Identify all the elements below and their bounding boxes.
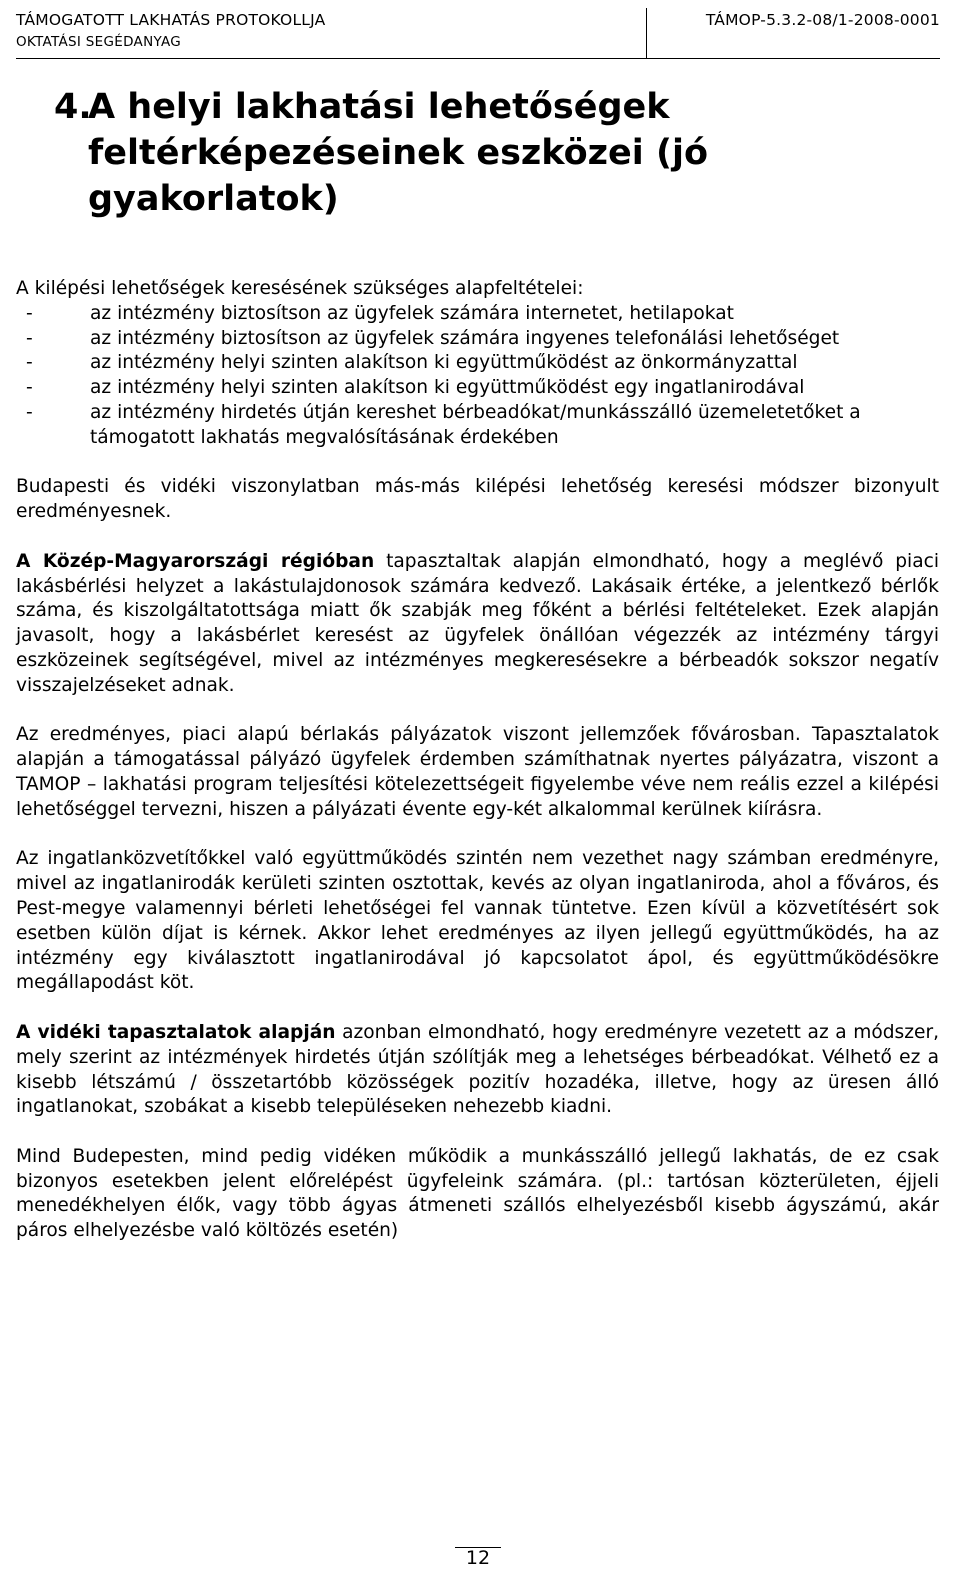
- header-left: [16, 10, 325, 51]
- page-header: [16, 8, 940, 59]
- list-item: - az intézmény helyi szinten alakítson ki együttműködést egy ingatlanirodával: [16, 376, 939, 401]
- list-item: - az intézmény biztosítson az ügyfelek számára internetet, hetilapokat: [16, 302, 939, 327]
- header-title: TÁMOGATOTT LAKHATÁS PROTOKOLLJA: [16, 11, 326, 29]
- paragraph-real-estate-agents: Az ingatlanközvetítőkkel való együttműködés szintén nem vezethet nagy számban eredményre, mivel az ingatlanirodák kerületi szinten osztottak, kevés az olyan ingatlaniroda, ahol a főváros, és Pest-megye valamennyi bérleti lehetőségei fel vannak tüntetve. Ezen kívül a közvetítésért sok esetben külön díjat is kérnek. Akkor lehet eredményes az ilyen jellegű együttműködés, ha az intézmény egy kiválasztott ingatlanirodával jó kapcsolatot ápol, és együttműködésökre megállapodást köt.: [16, 848, 939, 994]
- bullet-dash: -: [26, 377, 33, 399]
- chapter-heading: [54, 84, 894, 222]
- chapter-title: A helyi lakhatási lehetőségek feltérképezéseinek eszközei (jó gyakorlatok): [88, 87, 709, 219]
- page-number: 12: [465, 1547, 491, 1569]
- paragraph-workers-hostel: Mind Budepesten, mind pedig vidéken működik a munkásszálló jellegű lakhatás, de ez csak bizonyos esetekben jelent előrelépést ügyfeleink számára. (pl.: tartósan közterületen, éjjeli menedékhelyen élők, vagy több ágyas átmeneti szállós elhelyezésből kisebb ágyszámú, akár páros elhelyezésbe való költözés esetén): [16, 1145, 939, 1242]
- list-item: - az intézmény helyi szinten alakítson ki együttműködést az önkormányzattal: [16, 351, 939, 376]
- bullet-dash: -: [26, 302, 33, 324]
- bullet-dash: -: [26, 352, 33, 374]
- paragraph-central-region: A Közép-Magyarországi régióban tapasztaltak alapján elmondható, hogy a meglévő piaci lakásbérlési helyzet a lakástulajdonosok számára kedvező. Lakásaik értéke, a jelentkező bérlők száma, és kiszolgáltatottsága miatt ők szabják meg főként a bérlési feltételeket. Ezek alapján javasolt, hogy a lakásbérlet keresést az ügyfelek önállóan végezzék az intézmény tárgyi eszközeinek segítségével, mivel az intézményes megkeresésekre a bérbeadók sokszor negatív visszajelzéseket adnak.: [16, 550, 940, 696]
- paragraph-budapest-rural: Budapesti és vidéki viszonylatban más-más kilépési lehetőség keresési módszer bizonyult eredményesnek.: [16, 476, 939, 523]
- paragraph-rural-experience: A vidéki tapasztalatok alapján azonban elmondható, hogy eredményre vezetett az a módszer, mely szerint az intézmények hirdetés útján szólítják meg a lehetséges bérbeadókat. Vélhető ez a kisebb létszámú / összetartóbb közösségek pozitív hozadéka, illetve, hogy az üresen álló ingatlanokat, szobákat a kisebb településeken nehezebb kiadni.: [16, 1021, 939, 1118]
- header-subtitle: OKTATÁSI SEGÉDANYAG: [16, 34, 182, 50]
- header-project-code: TÁMOP-5.3.2-08/1-2008-0001: [705, 11, 940, 29]
- bullet-dash: -: [26, 401, 33, 423]
- paragraph-rental-tenders: Az eredményes, piaci alapú bérlakás pályázatok viszont jellemzőek fővárosban. Tapasztalatok alapján a támogatással pályázó ügyfelek érdemben számíthatnak nyertes pályázatra, viszont a TAMOP – lakhatási program teljesítési kötelezettségeit figyelembe véve nem reális ezzel a kilépési lehetőséggel tervezni, hiszen a pályázati évente egy-két alkalommal kerülnek kiírásra.: [16, 724, 939, 820]
- bold-lead: A vidéki tapasztalatok alapján: [16, 1021, 336, 1043]
- header-divider: [646, 8, 647, 58]
- document-body: [16, 277, 939, 1244]
- bold-lead: A Közép-Magyarországi régióban: [16, 550, 375, 572]
- list-item: - az intézmény biztosítson az ügyfelek számára ingyenes telefonálási lehetőséget: [16, 327, 939, 352]
- list-item: - az intézmény hirdetés útján kereshet bérbeadókat/munkásszálló üzemeletetőket a támogatott lakhatás megvalósításának érdekében: [26, 401, 861, 448]
- bullet-dash: -: [26, 327, 33, 349]
- requirements-intro: A kilépési lehetőségek keresésének szükséges alapfeltételei:: [16, 278, 584, 299]
- chapter-number: 4.: [54, 87, 92, 127]
- requirements-list: [16, 302, 939, 451]
